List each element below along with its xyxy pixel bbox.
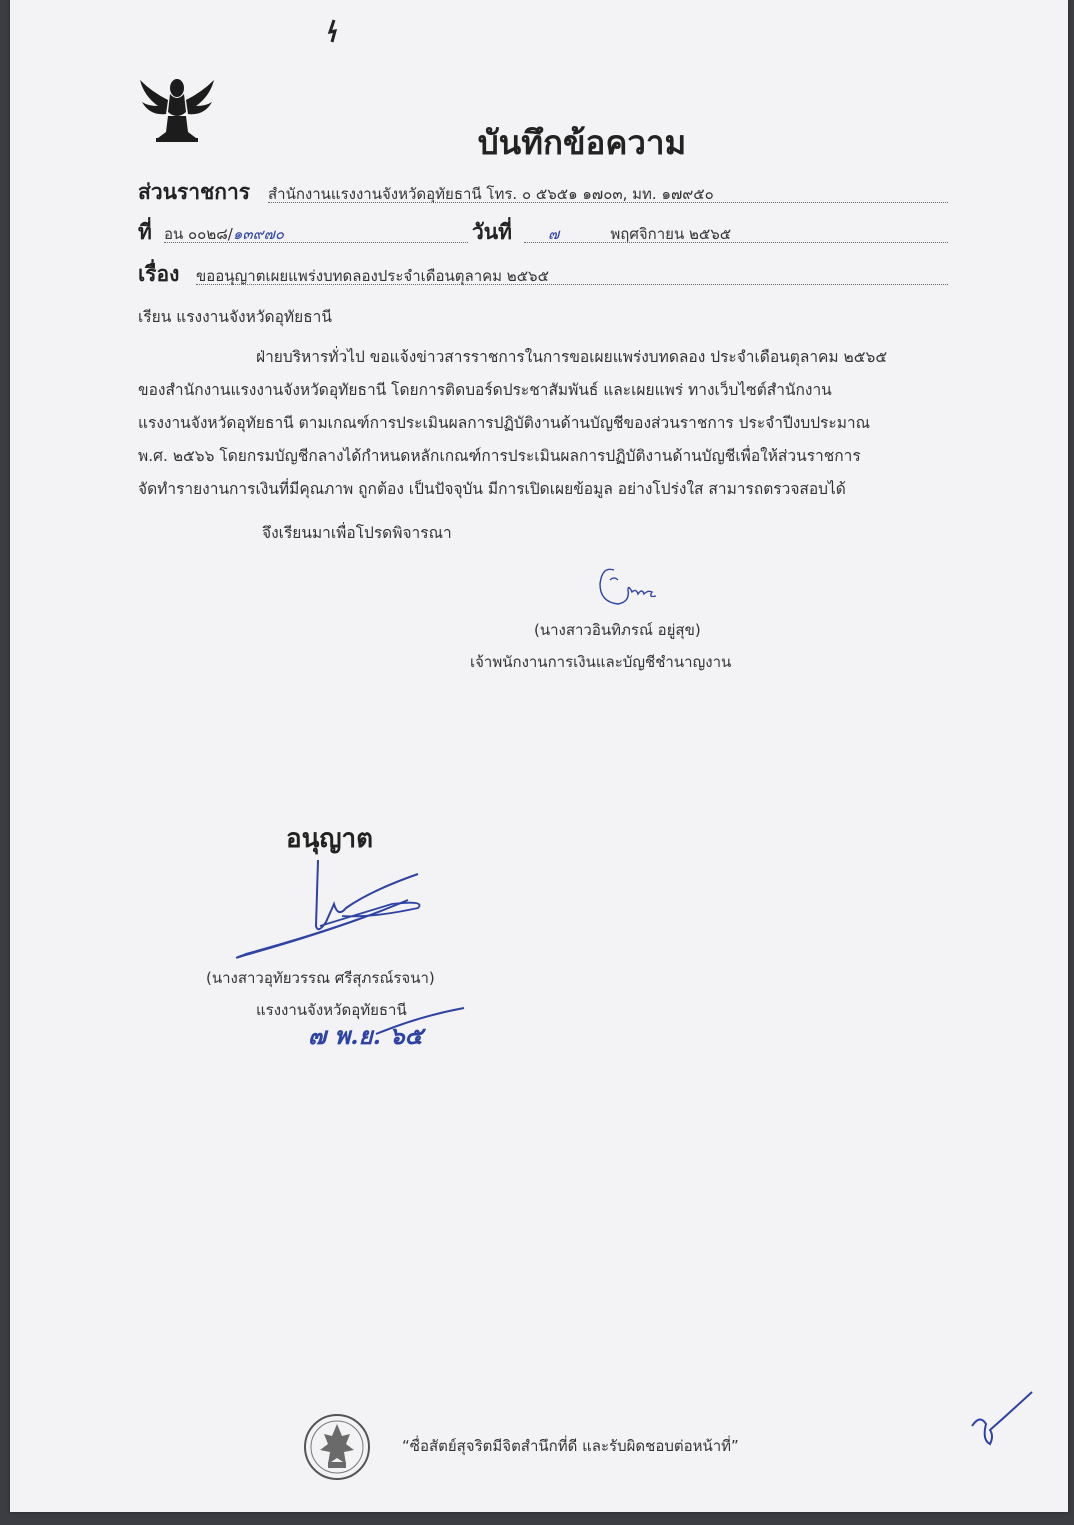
ref-handwritten: ๑๓๙๗๐ bbox=[232, 225, 285, 243]
date-month-year: พฤศจิกายน ๒๕๖๕ bbox=[610, 225, 732, 243]
subject-label: เรื่อง bbox=[138, 262, 180, 286]
body-line-3: แรงงานจังหวัดอุทัยธานี ตามเกณฑ์การประเมินผลการปฏิบัติงานด้านบัญชีของส่วนราชการ ประจำปีงบประมาณ bbox=[138, 414, 870, 432]
body-line-5: จัดทำรายงานการเงินที่มีคุณภาพ ถูกต้อง เป็นปัจจุบัน มีการเปิดเผยข้อมูล อย่างโปร่งใส สามารถตรวจสอบได้ bbox=[138, 480, 846, 498]
approver-position: แรงงานจังหวัดอุทัยธานี bbox=[256, 1001, 407, 1019]
ref-value: อน ๐๐๒๘/ bbox=[164, 225, 233, 243]
signer-position: เจ้าพนักงานการเงินและบัญชีชำนาญงาน bbox=[470, 653, 732, 671]
ref-field bbox=[164, 222, 468, 243]
ref-label: ที่ bbox=[138, 220, 152, 244]
subject-value: ขออนุญาตเผยแพร่งบทดลองประจำเดือนตุลาคม ๒๕๖๕ bbox=[196, 264, 948, 285]
body-line-2: ของสำนักงานแรงงานจังหวัดอุทัยธานี โดยการติดบอร์ดประชาสัมพันธ์ และเผยแพร่ ทางเว็บไซต์สำนักงาน bbox=[138, 381, 832, 399]
memo-title: บันทึกข้อความ bbox=[477, 123, 687, 162]
closing-text: จึงเรียนมาเพื่อโปรดพิจารณา bbox=[262, 524, 452, 542]
corner-initial-mark bbox=[966, 1386, 1046, 1452]
agency-value: สำนักงานแรงงานจังหวัดอุทัยธานี โทร. ๐ ๕๖๕๑ ๑๗๐๓, มท. ๑๗๙๕๐ bbox=[268, 182, 948, 203]
approval-label: อนุญาต bbox=[286, 824, 374, 854]
approver-name: (นางสาวอุทัยวรรณ ศรีสุภรณ์รจนา) bbox=[206, 969, 435, 987]
memo-paper bbox=[10, 0, 1068, 1512]
signer-name: (นางสาวอินทิภรณ์ อยู่สุข) bbox=[534, 621, 701, 639]
approval-date-stroke bbox=[370, 1000, 470, 1040]
salutation: เรียน แรงงานจังหวัดอุทัยธานี bbox=[138, 308, 332, 326]
approval-handwritten-date: ๗ พ.ย. ๖๕ bbox=[308, 1021, 423, 1050]
ministry-seal-icon bbox=[302, 1412, 372, 1482]
approver-signature bbox=[222, 856, 432, 966]
body-line-4: พ.ศ. ๒๕๖๖ โดยกรมบัญชีกลางได้กำหนดหลักเกณฑ์การประเมินผลการปฏิบัติงานด้านบัญชีเพื่อให้ส่วนราชการ bbox=[138, 447, 861, 465]
signer-signature bbox=[592, 562, 672, 612]
agency-label: ส่วนราชการ bbox=[138, 180, 251, 204]
date-label: วันที่ bbox=[472, 220, 512, 244]
date-field bbox=[524, 222, 948, 243]
footer-quote: “ซื่อสัตย์สุจริตมีจิตสำนึกที่ดี และรับผิดชอบต่อหน้าที่” bbox=[402, 1437, 739, 1455]
margin-mark bbox=[326, 18, 340, 44]
body-line-1: ฝ่ายบริหารทั่วไป ขอแจ้งข่าวสารราชการในการขอเผยแพร่งบทดลอง ประจำเดือนตุลาคม ๒๕๖๕ bbox=[256, 348, 888, 366]
date-day: ๗ bbox=[548, 225, 560, 243]
